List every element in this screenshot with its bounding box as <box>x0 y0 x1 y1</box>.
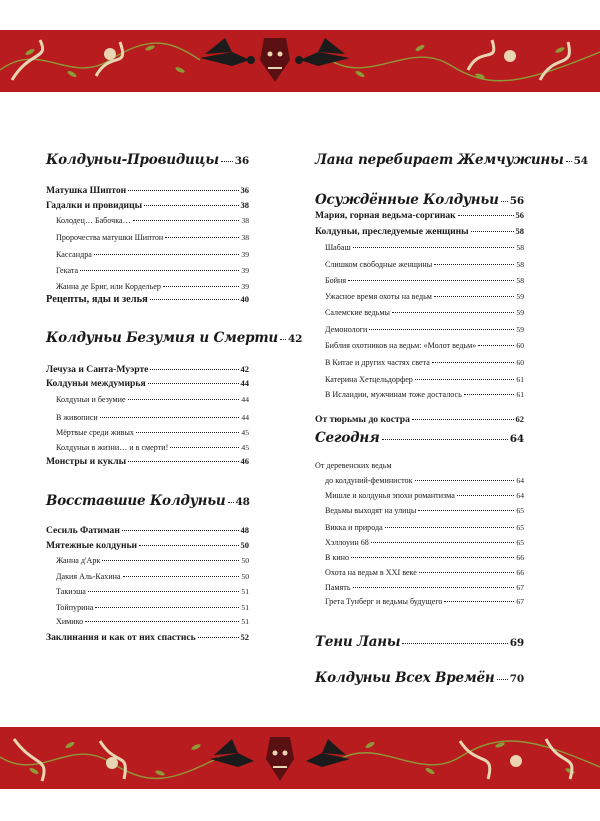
toc-subentry-title: Демонологи <box>325 325 368 334</box>
toc-subentry-title: Химико <box>56 617 84 626</box>
dot-leader <box>128 399 240 400</box>
toc-subentry-title: Бойня <box>325 276 347 285</box>
dot-leader <box>102 560 239 561</box>
toc-subentry <box>315 506 524 515</box>
page-number: 69 <box>509 637 524 649</box>
toc-section-heading-title: Восставшие Колдуньи <box>46 493 226 509</box>
dot-leader <box>415 480 515 481</box>
page-number: 36 <box>240 185 249 195</box>
page-number: 38 <box>241 216 249 225</box>
page-number: 42 <box>288 333 303 345</box>
bottom-ornament-band <box>0 727 600 789</box>
toc-chapter-entry <box>46 456 249 467</box>
toc-subentry <box>46 617 249 626</box>
toc-chapter-entry-title: Колдуньи междумирья <box>46 378 146 389</box>
dot-leader <box>123 576 240 577</box>
toc-subentry-title: От деревенских ведьм <box>315 461 392 470</box>
toc-subentry <box>46 572 249 581</box>
toc-chapter-entry <box>46 525 249 536</box>
dot-leader <box>418 510 514 511</box>
dot-leader <box>221 161 233 162</box>
page-number: 52 <box>240 632 249 642</box>
dot-leader <box>385 527 515 528</box>
page-number: 60 <box>516 341 524 350</box>
page-number: 54 <box>573 155 588 167</box>
toc-subentry <box>46 413 249 422</box>
toc-section-heading <box>46 330 303 346</box>
toc-chapter-entry <box>46 540 249 551</box>
toc-subentry <box>46 282 249 291</box>
dot-leader <box>88 591 240 592</box>
toc-chapter-entry-title: Рецепты, яды и зелья <box>46 294 148 305</box>
toc-subentry <box>315 308 524 317</box>
toc-section-heading-title: Колдуньи Всех Времён <box>315 670 495 686</box>
toc-subentry-title: Кассандра <box>56 250 92 259</box>
page-number: 64 <box>516 491 524 500</box>
toc-subentry-title: Ужасное время охоты на ведьм <box>325 292 432 301</box>
dot-leader <box>497 679 508 680</box>
page-number: 67 <box>516 583 524 592</box>
page-number: 67 <box>516 597 524 606</box>
page-number: 40 <box>240 294 249 304</box>
toc-subentry-title: Геката <box>56 266 79 275</box>
page-number: 65 <box>516 538 524 547</box>
page-number: 60 <box>516 358 524 367</box>
toc-subentry-title: В Исландии, мужчинам тоже досталось <box>325 390 462 399</box>
dot-leader <box>464 394 515 395</box>
page-number: 42 <box>240 364 249 374</box>
toc-subentry <box>315 292 524 301</box>
toc-subentry-title: Викка и природа <box>325 523 383 532</box>
toc-chapter-entry <box>46 200 249 211</box>
dot-leader <box>128 461 238 462</box>
toc-section-heading <box>315 192 524 208</box>
toc-chapter-entry <box>46 378 249 389</box>
page-number: 59 <box>516 308 524 317</box>
folk-ornament-icon <box>0 727 600 789</box>
toc-subentry-title: Охота на ведьм в XXI веке <box>325 568 417 577</box>
dot-leader <box>402 643 507 644</box>
toc-chapter-entry <box>46 185 249 196</box>
toc-subentry-title: Жанна д'Арк <box>56 556 101 565</box>
toc-chapter-entry-title: Мятежные колдуньи <box>46 540 138 551</box>
dot-leader <box>348 280 514 281</box>
toc-section-heading-title: Сегодня <box>315 430 380 446</box>
page-number: 62 <box>515 414 524 424</box>
page-number: 50 <box>241 572 249 581</box>
toc-subentry <box>315 491 524 500</box>
toc-subentry <box>315 375 524 384</box>
toc-chapter-entry <box>315 210 524 221</box>
toc-subentry <box>315 553 524 562</box>
page-number: 64 <box>516 476 524 485</box>
dot-leader <box>165 237 239 238</box>
page-number: 58 <box>516 276 524 285</box>
toc-subentry <box>46 428 249 437</box>
page-number: 50 <box>241 556 249 565</box>
toc-section-heading <box>315 152 588 168</box>
page-number: 48 <box>240 525 249 535</box>
page-number: 51 <box>241 587 249 596</box>
toc-section-heading <box>315 670 524 686</box>
dot-leader <box>566 161 572 162</box>
toc-chapter-entry-title: Матушка Шиптон <box>46 185 127 196</box>
toc-subentry-title: Тойпурина <box>56 603 94 612</box>
toc-subentry-title: Грета Тунберг и ведьмы будущего <box>325 597 443 606</box>
dot-leader <box>170 447 239 448</box>
dot-leader <box>198 637 239 638</box>
toc-subentry <box>315 476 524 485</box>
dot-leader <box>136 432 239 433</box>
toc-subentry-title: Жанна де Бриг, или Кордельер <box>56 282 161 291</box>
page-number: 66 <box>516 553 524 562</box>
dot-leader <box>148 383 239 384</box>
dot-leader <box>122 530 239 531</box>
dot-leader <box>415 379 515 380</box>
toc-chapter-entry-title: Колдуньи, преследуемые женщины <box>315 226 469 237</box>
toc-chapter-entry-title: Гадалки и провидицы <box>46 200 143 211</box>
dot-leader <box>144 205 238 206</box>
dot-leader <box>382 439 508 440</box>
page-number: 45 <box>241 443 249 452</box>
page-number: 61 <box>516 375 524 384</box>
page-number: 51 <box>241 603 249 612</box>
toc-subentry <box>46 216 249 225</box>
page-number: 58 <box>515 226 524 236</box>
page-number: 66 <box>516 568 524 577</box>
toc-subentry <box>315 325 524 334</box>
toc-subentry <box>315 461 524 470</box>
page-number: 56 <box>515 210 524 220</box>
dot-leader <box>100 417 240 418</box>
toc-subentry <box>46 556 249 565</box>
toc-section-heading <box>46 152 249 168</box>
toc-subentry <box>315 276 524 285</box>
dot-leader <box>371 542 515 543</box>
toc-subentry-title: В кино <box>325 553 350 562</box>
dot-leader <box>457 495 515 496</box>
toc-subentry <box>46 443 249 452</box>
page-number: 59 <box>516 325 524 334</box>
toc-subentry <box>46 266 249 275</box>
toc-section-heading-title: Колдуньи-Провидицы <box>46 152 219 168</box>
toc-subentry <box>315 260 524 269</box>
toc-subentry-title: Хэллоуин 68 <box>325 538 369 547</box>
toc-section-heading-title: Осуждённые Колдуньи <box>315 192 499 208</box>
dot-leader <box>369 329 514 330</box>
toc-chapter-entry-title: Заклинания и как от них спастись <box>46 632 196 643</box>
dot-leader <box>434 296 515 297</box>
toc-chapter-entry <box>46 632 249 643</box>
dot-leader <box>139 545 238 546</box>
dot-leader <box>150 299 239 300</box>
toc-subentry <box>46 395 249 404</box>
toc-chapter-entry <box>46 294 249 305</box>
dot-leader <box>392 312 514 313</box>
page-number: 36 <box>234 155 249 167</box>
dot-leader <box>133 220 240 221</box>
page-number: 39 <box>241 282 249 291</box>
toc-subentry-title: Память <box>325 583 351 592</box>
page-number: 65 <box>516 506 524 515</box>
toc-subentry-title: Колодец… Бабочка… <box>56 216 131 225</box>
toc-subentry-title: Дакия Аль-Кахина <box>56 572 121 581</box>
dot-leader <box>80 270 239 271</box>
toc-section-heading <box>315 634 524 650</box>
toc-subentry <box>315 341 524 350</box>
dot-leader <box>228 502 234 503</box>
toc-subentry-title: Библия охотников на ведьм: «Молот ведьм» <box>325 341 477 350</box>
toc-section-heading-title: Колдуньи Безумия и Смерти <box>46 330 279 346</box>
toc-subentry <box>315 523 524 532</box>
page-number: 51 <box>241 617 249 626</box>
toc-subentry <box>315 583 524 592</box>
page-number: 50 <box>240 540 249 550</box>
toc-subentry-title: Колдуньи и безумие <box>56 395 126 404</box>
toc-section-heading <box>46 493 249 509</box>
page-number: 39 <box>241 250 249 259</box>
folk-ornament-icon <box>0 30 600 92</box>
page-number: 38 <box>240 200 249 210</box>
toc-subentry <box>315 358 524 367</box>
toc-subentry-title: Такиэша <box>56 587 86 596</box>
dot-leader <box>419 572 515 573</box>
toc-subentry <box>46 250 249 259</box>
dot-leader <box>444 601 514 602</box>
page-number: 64 <box>509 433 524 445</box>
toc-subentry-title: Салемские ведьмы <box>325 308 390 317</box>
page-number: 39 <box>241 266 249 275</box>
toc-section-heading <box>315 430 524 446</box>
dot-leader <box>128 190 238 191</box>
dot-leader <box>434 264 514 265</box>
toc-chapter-entry-title: Мария, горная ведьма-соргинак <box>315 210 456 221</box>
toc-section-heading-title: Тени Ланы <box>315 634 401 650</box>
dot-leader <box>471 231 514 232</box>
toc-subentry-title: Ведьмы выходят на улицы <box>325 506 417 515</box>
toc-subentry <box>315 390 524 399</box>
dot-leader <box>458 215 514 216</box>
toc-chapter-entry-title: Монстры и куклы <box>46 456 127 467</box>
toc-subentry-title: Катерина Хетцельдорфер <box>325 375 413 384</box>
dot-leader <box>353 587 515 588</box>
toc-subentry-title: Мёртвые среди живых <box>56 428 134 437</box>
page-number: 58 <box>516 243 524 252</box>
page-number: 44 <box>241 413 249 422</box>
toc-subentry-title: Колдуньи в жизни… и в смерти! <box>56 443 169 452</box>
toc-chapter-entry <box>46 364 249 375</box>
toc-section-heading-title: Лана перебирает Жемчужины <box>315 152 564 168</box>
toc-subentry <box>315 597 524 606</box>
top-ornament-band <box>0 30 600 92</box>
page-number: 46 <box>240 456 249 466</box>
page-number: 56 <box>509 195 524 207</box>
toc-chapter-entry <box>315 414 524 425</box>
page-number: 65 <box>516 523 524 532</box>
toc-subentry-title: Шабаш <box>325 243 351 252</box>
toc-subentry-title: Пророчества матушки Шиптон <box>56 233 164 242</box>
toc-subentry <box>315 538 524 547</box>
page-number: 45 <box>241 428 249 437</box>
page-number: 59 <box>516 292 524 301</box>
page-number: 48 <box>235 496 250 508</box>
dot-leader <box>432 362 515 363</box>
dot-leader <box>280 339 286 340</box>
toc-subentry-title: до колдуний-феминисток <box>325 476 413 485</box>
toc-subentry <box>46 233 249 242</box>
dot-leader <box>85 621 239 622</box>
dot-leader <box>94 254 240 255</box>
toc-chapter-entry-title: От тюрьмы до костра <box>315 414 410 425</box>
toc-subentry <box>315 243 524 252</box>
toc-subentry-title: Слишком свободные женщины <box>325 260 433 269</box>
dot-leader <box>501 201 508 202</box>
page-number: 70 <box>509 673 524 685</box>
dot-leader <box>150 369 238 370</box>
page-number: 44 <box>241 395 249 404</box>
dot-leader <box>351 557 514 558</box>
dot-leader <box>478 345 514 346</box>
toc-subentry-title: В живописи <box>56 413 98 422</box>
toc-subentry-title: В Китае и других частях света <box>325 358 430 367</box>
toc-chapter-entry-title: Сесиль Фатиман <box>46 525 120 536</box>
dot-leader <box>95 607 239 608</box>
toc-subentry-title: Мишле и колдунья эпохи романтизма <box>325 491 455 500</box>
toc-chapter-entry-title: Лечуза и Санта-Муэрте <box>46 364 149 375</box>
toc-subentry <box>315 568 524 577</box>
page-number: 61 <box>516 390 524 399</box>
toc-subentry <box>46 587 249 596</box>
page-number: 44 <box>240 378 249 388</box>
dot-leader <box>163 286 239 287</box>
page-number: 38 <box>241 233 249 242</box>
toc-subentry <box>46 603 249 612</box>
dot-leader <box>412 419 514 420</box>
dot-leader <box>353 247 515 248</box>
page-number: 58 <box>516 260 524 269</box>
toc-chapter-entry <box>315 226 524 237</box>
